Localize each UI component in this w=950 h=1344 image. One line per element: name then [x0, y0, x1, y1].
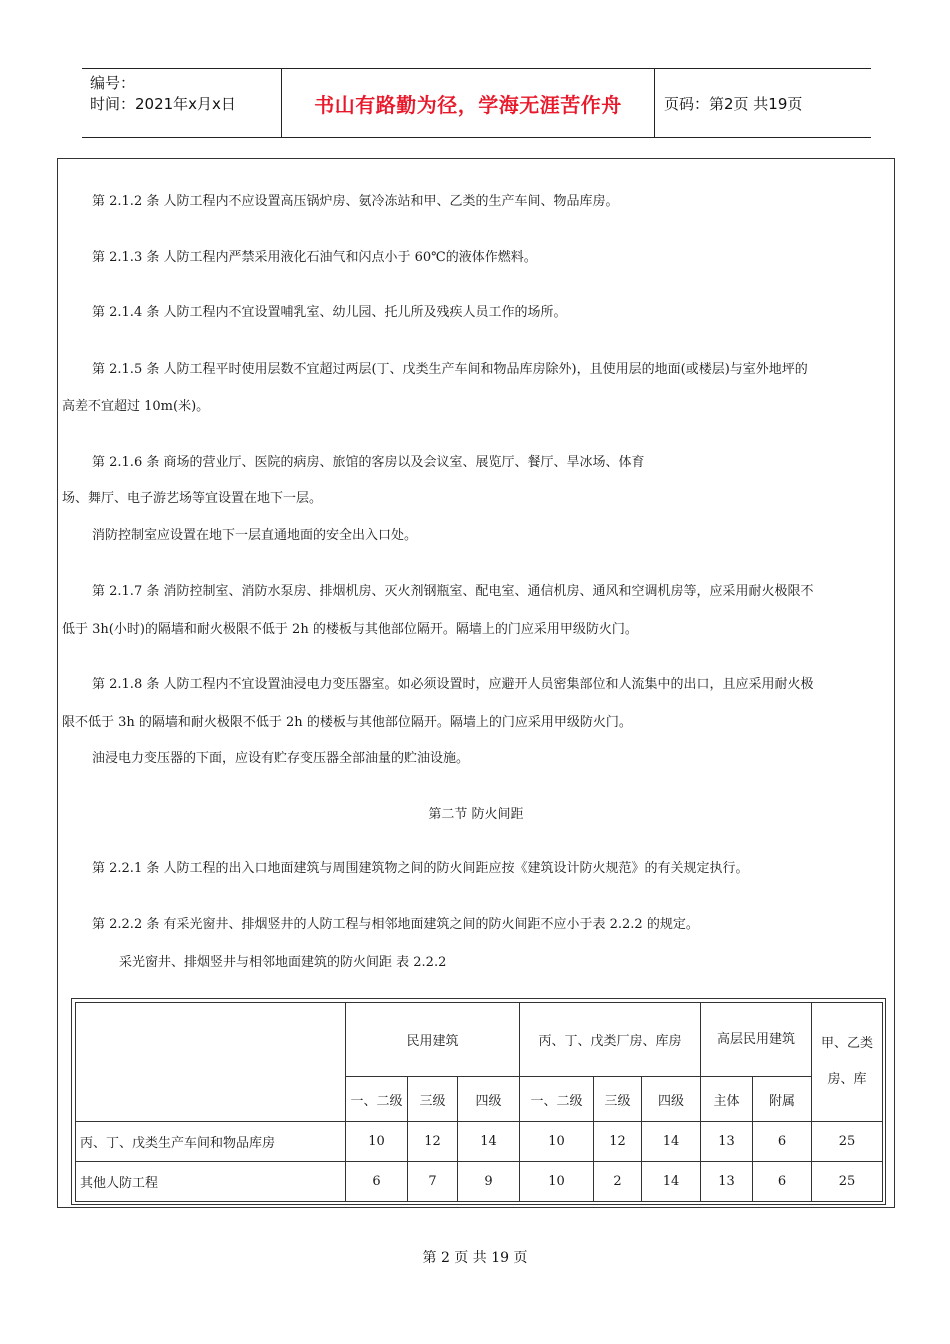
table-cell: 6 [753, 1162, 812, 1202]
subheader-grade-4: 四级 [458, 1077, 520, 1122]
subheader-annex: 附属 [753, 1077, 812, 1122]
table-cell: 10 [346, 1122, 408, 1162]
table-cell: 2 [594, 1162, 642, 1202]
header-meta [90, 73, 236, 115]
subheader-grade-1-2: 一、二级 [346, 1077, 408, 1122]
table-cell: 7 [408, 1162, 458, 1202]
table-cell: 12 [408, 1122, 458, 1162]
table-cell: 14 [642, 1162, 701, 1202]
row-label: 丙、丁、戊类生产车间和物品库房 [76, 1122, 346, 1162]
table-caption: 采光窗井、排烟竖井与相邻地面建筑的防火间距 表 2.2.2 [119, 955, 447, 970]
clause-2-1-8-line1: 第 2.1.8 条 人防工程内不宜设置油浸电力变压器室。如必须设置时，应避开人员密集部位和人流集中的出口，且应采用耐火极 [92, 677, 814, 692]
table-cell: 13 [701, 1122, 753, 1162]
table-cell: 10 [520, 1122, 594, 1162]
clause-2-1-3: 第 2.1.3 条 人防工程内严禁采用液化石油气和闪点小于 60℃的液体作燃料。 [92, 250, 537, 265]
table-cell: 25 [812, 1162, 883, 1202]
clause-2-2-2: 第 2.2.2 条 有采光窗井、排烟竖井的人防工程与相邻地面建筑之间的防火间距不应小于表 2.2.2 的规定。 [92, 917, 699, 932]
header-highrise-civil: 高层民用建筑 [701, 1003, 812, 1077]
subheader-grade-1-2: 一、二级 [520, 1077, 594, 1122]
document-time: 时间：2021年x月x日 [90, 95, 236, 113]
table-cell: 14 [642, 1122, 701, 1162]
clause-2-1-7-line2: 低于 3h(小时)的隔墙和耐火极限不低于 2h 的楼板与其他部位隔开。隔墙上的门应采用甲级防火门。 [62, 622, 638, 637]
table-cell: 14 [458, 1122, 520, 1162]
table-cell: 13 [701, 1162, 753, 1202]
clause-2-1-2: 第 2.1.2 条 人防工程内不应设置高压锅炉房、氨冷冻站和甲、乙类的生产车间、物品库房。 [92, 194, 619, 209]
clause-2-1-5-line2: 高差不宜超过 10m(米)。 [62, 399, 210, 414]
table-header-row [76, 1003, 883, 1077]
header-factory-warehouse: 丙、丁、戊类厂房、库房 [520, 1003, 701, 1077]
table-cell: 10 [520, 1162, 594, 1202]
table-corner-cell [76, 1003, 346, 1122]
document-code-label: 编号： [90, 74, 136, 92]
subheader-grade-3: 三级 [408, 1077, 458, 1122]
clause-2-1-4: 第 2.1.4 条 人防工程内不宜设置哺乳室、幼儿园、托儿所及残疾人员工作的场所。 [92, 305, 567, 320]
transformer-note: 油浸电力变压器的下面，应设有贮存变压器全部油量的贮油设施。 [92, 751, 470, 766]
table-row [76, 1162, 883, 1202]
clause-2-2-1: 第 2.2.1 条 人防工程的出入口地面建筑与周围建筑物之间的防火间距应按《建筑设计防火规范》的有关规定执行。 [92, 861, 749, 876]
header-motto: 书山有路勤为径，学海无涯苦作舟 [314, 92, 622, 117]
subheader-grade-4: 四级 [642, 1077, 701, 1122]
clause-2-1-6-line1: 第 2.1.6 条 商场的营业厅、医院的病房、旅馆的客房以及会议室、展览厅、餐厅、旱冰场、体育 [92, 455, 645, 470]
subheader-main: 主体 [701, 1077, 753, 1122]
header-class-ab: 甲、乙类房、库 [812, 1003, 883, 1122]
fire-distance-table [75, 1002, 883, 1202]
clause-2-1-7-line1: 第 2.1.7 条 消防控制室、消防水泵房、排烟机房、灭火剂钢瓶室、配电室、通信机房、通风和空调机房等，应采用耐火极限不 [92, 584, 814, 599]
page-footer: 第 2 页 共 19 页 [422, 1250, 528, 1266]
subheader-grade-3: 三级 [594, 1077, 642, 1122]
row-label: 其他人防工程 [76, 1162, 346, 1202]
table-cell: 9 [458, 1162, 520, 1202]
section-title: 第二节 防火间距 [428, 807, 524, 822]
table-cell: 6 [346, 1162, 408, 1202]
header-civil-building: 民用建筑 [346, 1003, 520, 1077]
clause-2-1-5-line1: 第 2.1.5 条 人防工程平时使用层数不宜超过两层(丁、戊类生产车间和物品库房除外)，且使用层的地面(或楼层)与室外地坪的 [92, 362, 808, 377]
page-header [82, 68, 871, 138]
clause-2-1-8-line2: 限不低于 3h 的隔墙和耐火极限不低于 2h 的楼板与其他部位隔开。隔墙上的门应采用甲级防火门。 [62, 715, 632, 730]
table-cell: 25 [812, 1122, 883, 1162]
control-room-note: 消防控制室应设置在地下一层直通地面的安全出入口处。 [92, 528, 418, 543]
table-row [76, 1122, 883, 1162]
table-cell: 12 [594, 1122, 642, 1162]
header-page-info: 页码：第2页 共19页 [664, 94, 803, 113]
table-cell: 6 [753, 1122, 812, 1162]
header-divider [654, 69, 655, 137]
clause-2-1-6-line2: 场、舞厅、电子游艺场等宜设置在地下一层。 [62, 491, 323, 506]
